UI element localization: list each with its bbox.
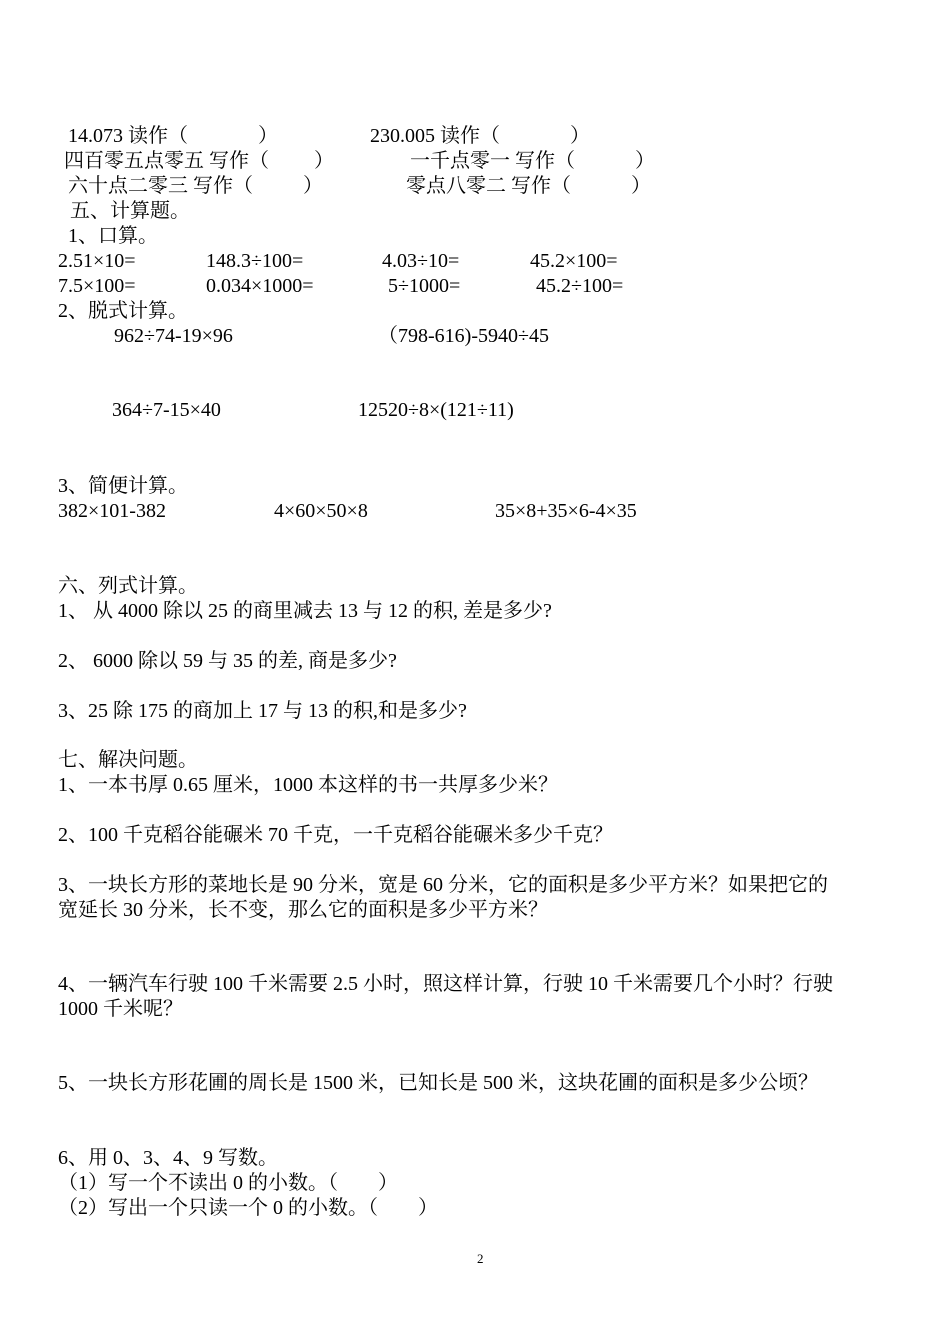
- problem-5: 5、一块长方形花圃的周长是 1500 米，已知长是 500 米，这块花圃的面积是多少公顷？: [58, 1072, 818, 1094]
- oral-calc-title: 1、口算。: [68, 225, 158, 247]
- write-0-802: 零点八零二 写作（ ）: [406, 175, 651, 197]
- write-405-05: 四百零五点零五 写作（ ）: [64, 150, 334, 172]
- formula-question: 1、 从 4000 除以 25 的商里减去 13 与 12 的积, 差是多少?: [58, 600, 552, 622]
- problem-6-a: （1）写一个不读出 0 的小数。（ ）: [58, 1172, 398, 1194]
- oral-calc-item: 0.034×1000=: [206, 275, 314, 297]
- simple-calc-item: 35×8+35×6-4×35: [495, 500, 637, 522]
- problem-6-b: （2）写出一个只读一个 0 的小数。（ ）: [58, 1197, 438, 1219]
- problem-4-line2: 1000 千米呢？: [58, 998, 183, 1020]
- simple-calc-item: 4×60×50×8: [274, 500, 368, 522]
- write-1000-01: 一千点零一 写作（ ）: [410, 150, 655, 172]
- step-calc-item: 12520÷8×(121÷11): [358, 399, 514, 421]
- oral-calc-item: 45.2×100=: [530, 250, 618, 272]
- problem-2: 2、100 千克稻谷能碾米 70 千克，一千克稻谷能碾米多少千克？: [58, 824, 613, 846]
- step-calc-item: 364÷7-15×40: [112, 399, 221, 421]
- oral-calc-item: 4.03÷10=: [382, 250, 460, 272]
- read-230-005: 230.005 读作（ ）: [370, 125, 590, 147]
- step-calc-item: 962÷74-19×96: [114, 325, 233, 347]
- step-calc-item: （798-616)-5940÷45: [378, 325, 549, 347]
- step-calc-title: 2、脱式计算。: [58, 300, 188, 322]
- problem-3-line1: 3、一块长方形的菜地长是 90 分米，宽是 60 分米，它的面积是多少平方米？如果把它的: [58, 874, 828, 896]
- oral-calc-item: 148.3÷100=: [206, 250, 304, 272]
- simple-calc-title: 3、简便计算。: [58, 475, 188, 497]
- formula-question: 3、25 除 175 的商加上 17 与 13 的积,和是多少?: [58, 700, 467, 722]
- problem-6-title: 6、用 0、3、4、9 写数。: [58, 1147, 278, 1169]
- page-number: 2: [477, 1251, 484, 1266]
- section6-title: 六、列式计算。: [58, 575, 198, 597]
- problem-1: 1、一本书厚 0.65 厘米，1000 本这样的书一共厚多少米？: [58, 774, 558, 796]
- read-14-073: 14.073 读作（ ）: [68, 125, 278, 147]
- oral-calc-item: 2.51×10=: [58, 250, 136, 272]
- formula-question: 2、 6000 除以 59 与 35 的差, 商是多少?: [58, 650, 397, 672]
- section7-title: 七、解决问题。: [58, 749, 198, 771]
- problem-3-line2: 宽延长 30 分米，长不变，那么它的面积是多少平方米？: [58, 899, 548, 921]
- section5-title: 五、计算题。: [70, 200, 190, 222]
- simple-calc-item: 382×101-382: [58, 500, 166, 522]
- oral-calc-item: 7.5×100=: [58, 275, 136, 297]
- oral-calc-item: 5÷1000=: [388, 275, 461, 297]
- problem-4-line1: 4、一辆汽车行驶 100 千米需要 2.5 小时，照这样计算，行驶 10 千米需要几个小时？行驶: [58, 973, 833, 995]
- oral-calc-item: 45.2÷100=: [536, 275, 624, 297]
- write-60-203: 六十点二零三 写作（ ）: [68, 175, 323, 197]
